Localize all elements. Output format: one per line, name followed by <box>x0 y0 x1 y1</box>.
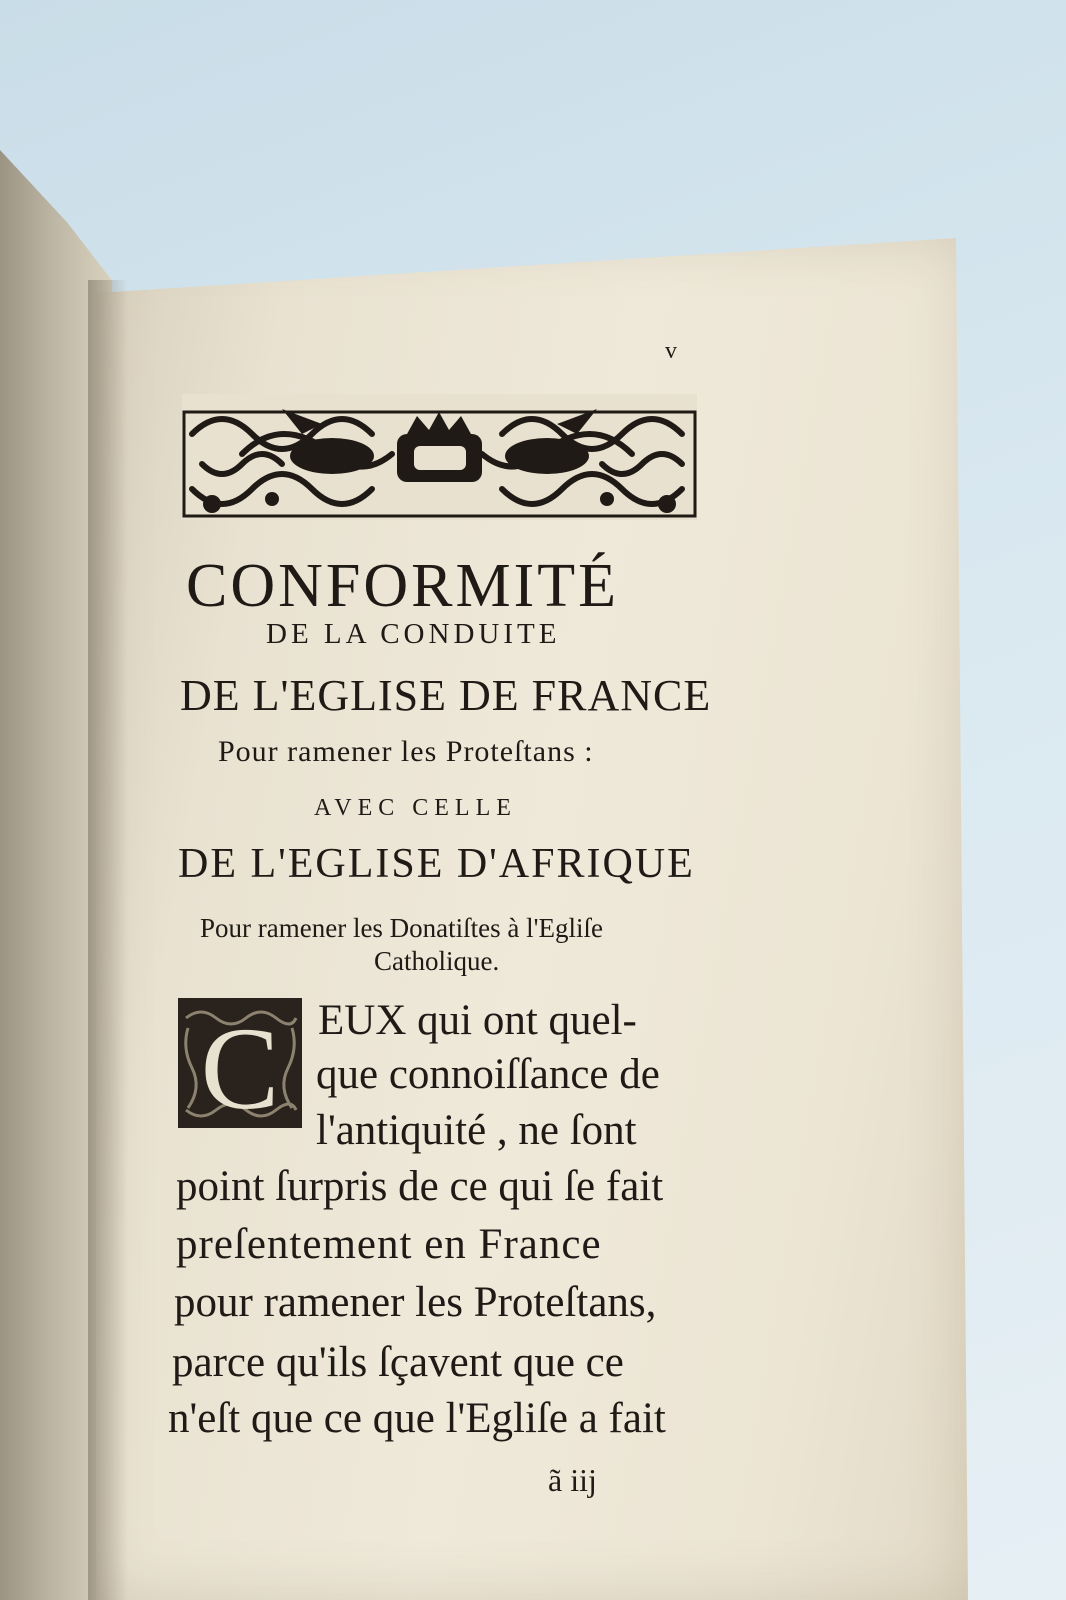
body-line-2: que connoiſſance de <box>316 1051 660 1098</box>
svg-text:C: C <box>200 1003 280 1128</box>
title-line-2: DE LA CONDUITE <box>266 618 561 650</box>
signature-mark: ã iij <box>548 1462 597 1498</box>
headpiece-ornament-icon <box>182 394 697 520</box>
title-line-6: DE L'EGLISE D'AFRIQUE <box>178 841 695 887</box>
body-line-5: preſentement en France <box>176 1221 602 1268</box>
title-line-5: AVEC CELLE <box>314 795 517 821</box>
folio-number: v <box>665 338 677 364</box>
body-line-3: l'antiquité , ne ſont <box>316 1107 637 1154</box>
body-line-6: pour ramener les Proteſtans, <box>174 1279 657 1326</box>
decorated-initial-icon <box>178 998 302 1128</box>
body-line-1: EUX qui ont quel- <box>318 997 637 1044</box>
title-line-8: Catholique. <box>374 946 500 976</box>
title-line-3: DE L'EGLISE DE FRANCE <box>180 671 712 720</box>
title-line-7: Pour ramener les Donatiſtes à l'Egliſe <box>200 913 603 943</box>
title-line-1: CONFORMITÉ <box>186 552 620 620</box>
body-line-4: point ſurpris de ce qui ſe fait <box>176 1163 664 1210</box>
body-line-7: parce qu'ils ſçavent que ce <box>172 1339 624 1386</box>
body-line-8: n'eſt que ce que l'Egliſe a fait <box>168 1395 666 1442</box>
title-line-4: Pour ramener les Proteſtans : <box>218 735 594 768</box>
